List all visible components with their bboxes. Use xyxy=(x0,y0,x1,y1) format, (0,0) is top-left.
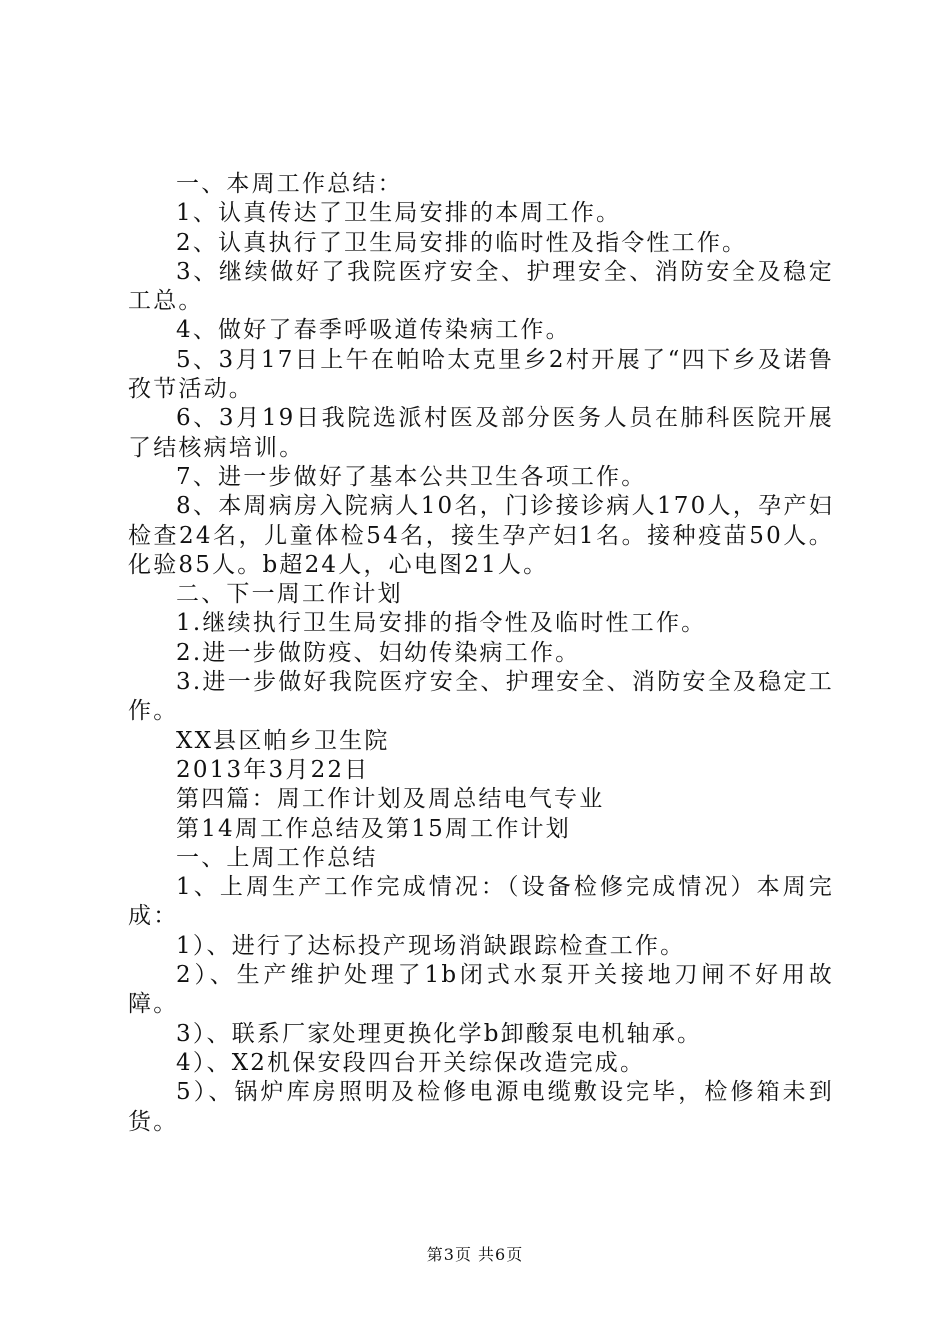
paragraph: 一、本周工作总结： xyxy=(176,171,403,197)
document-body xyxy=(128,170,834,1137)
paragraph: 1、上周生产工作完成情况：（设备检修完成情况）本周完成： xyxy=(128,874,834,930)
paragraph: 2）、生产维护处理了1b闭式水泵开关接地刀闸不好用故障。 xyxy=(128,962,834,1018)
paragraph: 3、继续做好了我院医疗安全、护理安全、消防安全及稳定工总。 xyxy=(128,258,834,315)
paragraph: 3.进一步做好我院医疗安全、护理安全、消防安全及稳定工作。 xyxy=(128,669,834,725)
paragraph: 4、做好了春季呼吸道传染病工作。 xyxy=(176,317,571,344)
paragraph: 2013年3月22日 xyxy=(176,756,370,783)
paragraph: 1）、进行了达标投产现场消缺跟踪检查工作。 xyxy=(176,932,686,959)
page-footer: 第3页 共6页 xyxy=(426,1245,524,1264)
paragraph: 5）、锅炉库房照明及检修电源电缆敷设完毕，检修箱未到货。 xyxy=(128,1079,834,1135)
paragraph: 1、认真传达了卫生局安排的本周工作。 xyxy=(176,200,622,227)
paragraph: 第14周工作总结及第15周工作计划 xyxy=(176,815,571,842)
paragraph: 5、3月17日上午在帕哈太克里乡2村开展了“四下乡及诺鲁孜节活动。 xyxy=(128,346,834,403)
paragraph: 4）、X2机保安段四台开关综保改造完成。 xyxy=(176,1049,646,1076)
paragraph: 6、3月19日我院选派村医及部分医务人员在肺科医院开展了结核病培训。 xyxy=(128,405,834,461)
paragraph: 3）、联系厂家处理更换化学b卸酸泵电机轴承。 xyxy=(176,1020,703,1047)
paragraph: 2.进一步做防疫、妇幼传染病工作。 xyxy=(176,639,581,666)
paragraph: 1.继续执行卫生局安排的指令性及临时性工作。 xyxy=(176,610,707,637)
paragraph: 2、认真执行了卫生局安排的临时性及指令性工作。 xyxy=(176,229,748,256)
paragraph: 7、进一步做好了基本公共卫生各项工作。 xyxy=(176,463,647,490)
paragraph: XX县区帕乡卫生院 xyxy=(176,727,390,754)
paragraph: 一、上周工作总结 xyxy=(176,844,378,871)
paragraph: 第四篇：周工作计划及周总结电气专业 xyxy=(176,786,605,813)
paragraph: 二、下一周工作计划 xyxy=(176,581,403,608)
paragraph: 8、本周病房入院病人10名，门诊接诊病人170人，孕产妇检查24名，儿童体检54名，接生孕产妇1名。接种疫苗50人。化验85人。b超24人，心电图21人。 xyxy=(128,493,834,578)
